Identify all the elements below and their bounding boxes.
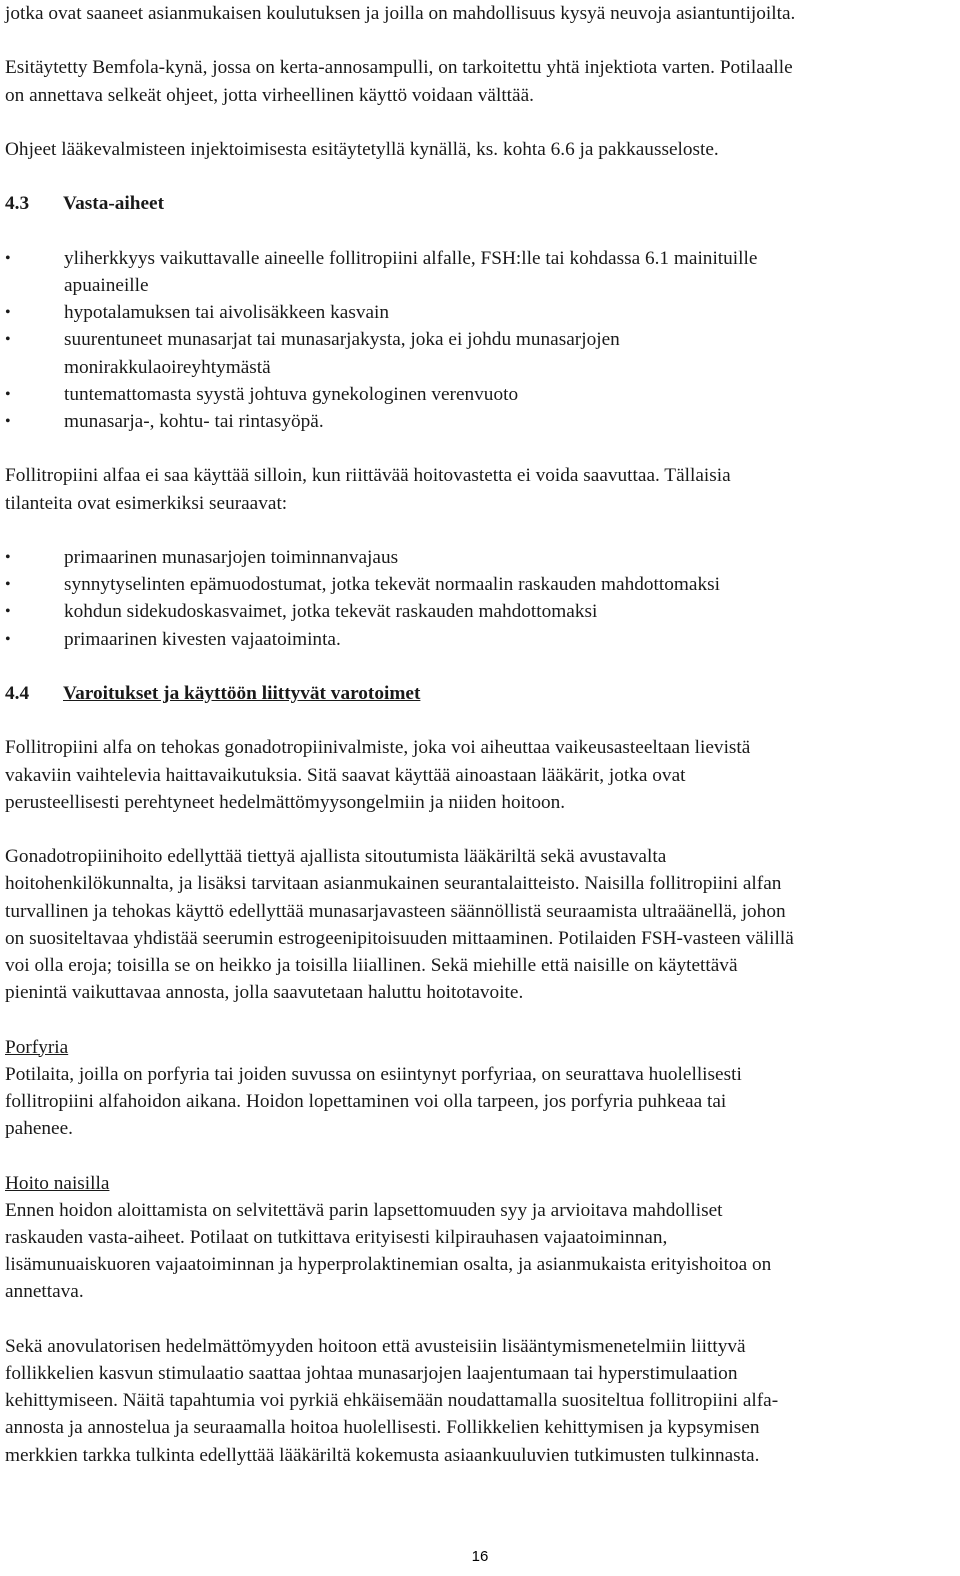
contraindications-paragraph: Follitropiini alfaa ei saa käyttää silloin, kun riittävää hoitovastetta ei voida saavuttaa. Tällaisia tilanteita ovat esimerkiksi seuraavat: <box>5 465 731 514</box>
list-item: • kohdun sidekudoskasvaimet, jotka tekevät raskauden mahdottomaksi <box>5 598 955 625</box>
hoito-naisilla-section: Hoito naisilla Ennen hoidon aloittamista on selvitettävä parin lapsettomuuden syy ja arvioitava mahdolliset raskauden vasta-aiheet. Potilaat on tutkittava erityisesti kilpirauhasen vajaatoiminnan, lisämunuaiskuoren vajaatoiminnan ja hyperprolaktinemian osalta, ja asianmukaista erityishoitoa on annettava. <box>5 1170 955 1306</box>
subheading-porfyria: Porfyria <box>5 1036 69 1058</box>
section-title: Vasta-aiheet <box>63 193 165 215</box>
list-item: • suurentuneet munasarjat tai munasarjakysta, joka ei johdu munasarjojen monirakkulaoireyhtymästä <box>5 326 955 380</box>
intro-paragraph-2: Esitäytetty Bemfola-kynä, jossa on kerta-annosampulli, on tarkoitettu yhtä injektiota varten. Potilaalle on annettava selkeät ohjeet, jotta virheellinen käyttö voidaan välttää. <box>5 57 793 106</box>
contraindications-list <box>5 245 955 435</box>
section-title: Varoitukset ja käyttöön liittyvät varotoimet <box>63 682 421 704</box>
porfyria-section: Porfyria Potilaita, joilla on porfyria tai joiden suvussa on esiintynyt porfyriaa, on seurattava huolellisesti follitropiini alfahoidon aikana. Hoidon lopettaminen voi olla tarpeen, jos porfyria puhkeaa tai pahenee. <box>5 1034 955 1143</box>
list-item: • tuntemattomasta syystä johtuva gynekologinen verenvuoto <box>5 381 955 408</box>
intro-paragraph-1: jotka ovat saaneet asianmukaisen koulutuksen ja joilla on mahdollisuus kysyä neuvoja asiantuntijoilta. <box>5 3 796 24</box>
document-page <box>5 0 955 1576</box>
stimulation-paragraph: Sekä anovulatorisen hedelmättömyyden hoitoon että avusteisiin lisääntymismenetelmiin liittyvä follikkelien kasvun stimulaatio saattaa johtaa munasarjojen laajentumaan tai hyperstimulaation kehittymiseen. Näitä tapahtumia voi pyrkiä ehkäisemään noudattamalla suositeltua follitropiini alfa- annosta ja annostelua ja seuraamalla hoitoa huolellisesti. Follikkelien kehittymisen ja kypsymisen merkkien tarkka tulkinta edellyttää lääkäriltä kokemusta asiaankuuluvien tutkimusten tulkinnasta. <box>5 1335 779 1466</box>
warnings-paragraph-1: Follitropiini alfa on tehokas gonadotropiinivalmiste, joka voi aiheuttaa vaikeusasteeltaan lievistä vakaviin vaihtelevia haittavaikutuksia. Sitä saavat käyttää ainoastaan lääkärit, jotka ovat perusteellisesti perehtyneet hedelmättömyysongelmiin ja niiden hoitoon. <box>5 737 751 813</box>
page-number: 16 <box>471 1548 489 1565</box>
list-item: • synnytyselinten epämuodostumat, jotka tekevät normaalin raskauden mahdottomaksi <box>5 571 955 598</box>
subheading-hoito-naisilla: Hoito naisilla <box>5 1172 110 1194</box>
section-4-4-heading <box>5 680 955 707</box>
list-item: • yliherkkyys vaikuttavalle aineelle follitropiini alfalle, FSH:lle tai kohdassa 6.1 mainituille apuaineille <box>5 245 955 299</box>
list-item: • munasarja-, kohtu- tai rintasyöpä. <box>5 408 955 435</box>
section-number: 4.4 <box>5 682 30 704</box>
list-item: • primaarinen kivesten vajaatoiminta. <box>5 626 955 653</box>
section-4-3-heading <box>5 190 955 217</box>
list-item: • hypotalamuksen tai aivolisäkkeen kasvain <box>5 299 955 326</box>
list-item: • primaarinen munasarjojen toiminnanvajaus <box>5 544 955 571</box>
section-number: 4.3 <box>5 193 30 215</box>
intro-paragraph-3: Ohjeet lääkevalmisteen injektoimisesta esitäytetyllä kynällä, ks. kohta 6.6 ja pakkausseloste. <box>5 138 719 160</box>
warnings-paragraph-2: Gonadotropiinihoito edellyttää tiettyä ajallista sitoutumista lääkäriltä sekä avustavalta hoitohenkilökunnalta, ja lisäksi tarvitaan asianmukainen seurantalaitteisto. Naisilla follitropiini alfan turvallinen ja tehokas käyttö edellyttää munasarjavasteen säännöllistä seuraamista ultraäänellä, johon on suositeltavaa yhdistää seerumin estrogeenipitoisuuden mittaaminen. Potilaiden FSH-vasteen välillä voi olla eroja; toisilla se on heikko ja toisilla liiallinen. Sekä miehille että naisille on käytettävä pienintä vaikuttavaa annosta, jolla saavutetaan haluttu hoitotavoite. <box>5 846 794 1004</box>
situations-list <box>5 544 955 653</box>
